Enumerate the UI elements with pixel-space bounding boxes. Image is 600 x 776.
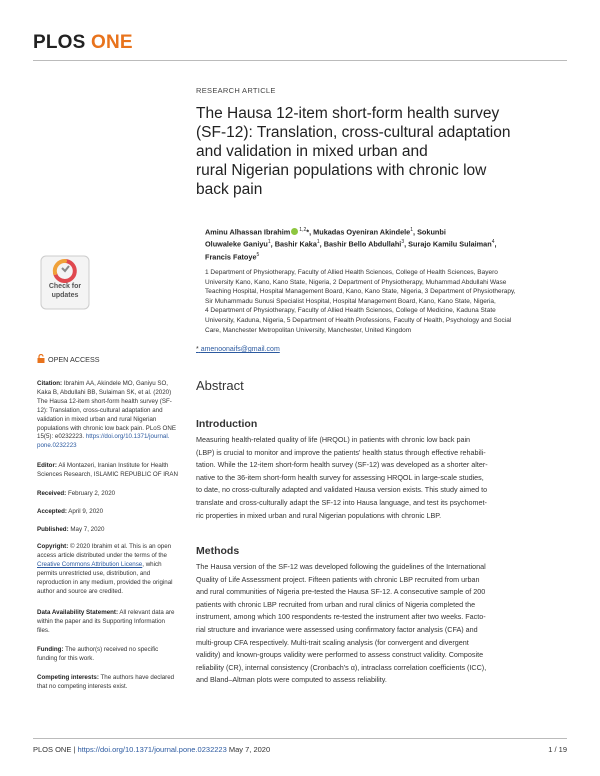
editor-line: Ali Montazeri, Iranian Institute for Health — [56, 462, 169, 469]
affiliation-line: 4 Department of Physiotherapy, Faculty of Allied Health Sciences, College of Medicine, Kaduna State — [205, 307, 496, 315]
competing-interests-block — [37, 674, 185, 692]
methods-line: reliability (CR), internal consistency (Cronbach's α), intraclass correlation coefficients (ICC), — [196, 662, 487, 672]
methods-heading: Methods — [196, 545, 240, 557]
title-line: back pain — [196, 181, 263, 198]
footer-doi-link[interactable]: https://doi.org/10.1371/journal.pone.0232223 — [77, 745, 227, 754]
badge-line: updates — [51, 291, 79, 299]
accepted-block — [37, 508, 185, 517]
affiliation-line: Teaching Hospital, Hospital Management Board, Kano, Kano State, Nigeria, 3 Department of Physiotherapy, — [205, 288, 516, 296]
published-date: May 7, 2020 — [68, 526, 105, 533]
article-type: RESEARCH ARTICLE — [196, 86, 276, 95]
editor-block — [37, 462, 185, 480]
citation-line: Ibrahim AA, Akindele MO, Ganiyu SO, — [62, 380, 169, 387]
author-name[interactable]: Sokunbi — [417, 227, 446, 237]
intro-line: ric properties in mixed urban and rural Nigerian populations with chronic LBP. — [196, 510, 442, 520]
author-name[interactable]: Mukadas Oyeniran Akindele — [313, 227, 411, 237]
citation-line: Kaka B, Abdullahi BB, Sulaiman SK, et al. (2020) — [37, 388, 172, 396]
title-line: rural Nigerian populations with chronic low — [196, 162, 487, 179]
badge-line: Check for — [48, 283, 82, 290]
citation-doi-link[interactable]: https://doi.org/10.1371/journal. — [85, 433, 170, 441]
copyright-line: © 2020 Ibrahim et al. This is an open — [68, 543, 172, 550]
author-name[interactable]: Surajo Kamilu Sulaiman — [408, 239, 492, 249]
author-affil-sup: 3 — [401, 239, 405, 246]
author-affil-sup: 1 — [267, 239, 271, 246]
author-affil-sup: 4 — [491, 239, 495, 246]
logo-one: ONE — [91, 32, 133, 53]
data-availability-line: files. — [37, 626, 50, 634]
open-access-label: OPEN ACCESS — [48, 355, 100, 364]
citation-line: 12): Translation, cross-cultural adaptation and — [37, 406, 163, 414]
methods-line: and rural communities of Nigeria pre-tested the Hausa SF-12. A consecutive sample of 200 — [196, 587, 486, 597]
affiliation-line: University Kano, Kano, Kano State, Nigeria, 2 Department of Physiotherapy, Muhammad Abdullahi Wase — [205, 278, 507, 286]
copyright-line: author and source are credited. — [37, 587, 123, 595]
funding-line: The author(s) received no specific — [63, 646, 159, 653]
author-name[interactable]: Aminu Alhassan Ibrahim — [205, 227, 291, 237]
affiliation-line: 1 Department of Physiotherapy, Faculty of Allied Health Sciences, College of Health Sciences, Bayero — [205, 269, 498, 276]
author-affil-sup: 1,2 — [299, 227, 307, 233]
intro-line: native to the 36-item short-form health survey for assessing HRQOL in large-scale studies, — [196, 472, 484, 482]
data-availability-label: Data Availability Statement: — [37, 609, 119, 616]
open-access — [37, 354, 100, 364]
competing-label: Competing interests: — [37, 674, 99, 681]
citation-block — [37, 380, 185, 451]
funding-line: funding for this work. — [37, 654, 95, 662]
copyright-line: access article distributed under the terms of the — [37, 551, 168, 559]
footer-journal: PLOS ONE | — [33, 745, 78, 754]
citation-label: Citation: — [37, 380, 63, 387]
affiliations — [205, 268, 567, 335]
received-date: February 2, 2020 — [66, 490, 116, 497]
intro-line: (LBP) is crucial to monitor and improve the patients' health status through effective rehabili- — [196, 447, 486, 457]
title-line: The Hausa 12-item short-form health survey — [196, 105, 500, 122]
copyright-block — [37, 543, 185, 596]
corresponding-mark: * — [306, 227, 310, 237]
license-link[interactable]: Creative Commons Attribution License — [37, 560, 143, 568]
funding-label: Funding: — [37, 646, 64, 653]
data-availability-line: within the paper and its Supporting Information — [37, 617, 165, 625]
footer — [33, 745, 270, 754]
methods-line: multi-group CFA respectively. Multi-trait scaling analysis (for convergent and divergent — [196, 637, 469, 647]
author-affil-sup: 1 — [316, 239, 320, 246]
methods-line: The Hausa version of the SF-12 was developed following the guidelines of the International — [196, 562, 486, 571]
introduction-text — [196, 434, 568, 522]
author-name[interactable]: Francis Fatoye — [205, 252, 257, 262]
author-affil-sup: 1 — [410, 227, 413, 233]
header-rule — [33, 60, 567, 61]
article-title — [196, 104, 576, 199]
methods-text — [196, 561, 568, 687]
page-number: 1 / 19 — [548, 745, 567, 754]
published-label: Published: — [37, 526, 69, 533]
copyright-label: Copyright: — [37, 543, 69, 550]
copyright-line: , which — [142, 560, 162, 568]
competing-line: The authors have declared — [98, 674, 175, 681]
citation-line: validation in mixed urban and rural Nigerian — [37, 415, 157, 423]
affiliation-line: Care, Manchester Metropolitan University, Manchester, United Kingdom — [205, 326, 412, 334]
citation-doi-link-cont[interactable]: pone.0232223 — [37, 442, 77, 450]
accepted-date: April 9, 2020 — [66, 508, 104, 515]
citation-line: 15(5): e0232223. — [37, 433, 86, 441]
open-lock-icon — [37, 354, 45, 363]
title-line: and validation in mixed urban and — [196, 143, 428, 160]
funding-block — [37, 646, 185, 664]
journal-logo[interactable] — [33, 32, 133, 54]
email-address[interactable]: amenoonaifs@gmail.com — [200, 346, 280, 353]
author-list: Aminu Alhassan Ibrahim $^{1,2}$*, Mukadas Oyeniran Akindele$^1$, Sokunbi Oluwaleke Ganiyu$^1$, Bashir Kaka$^1$, Bashir Bello Abdullahi$^3$, Surajo Kamilu Sulaiman$^4$, Francis Fatoye$^5$ — [205, 227, 497, 262]
logo-plos: PLOS — [33, 32, 86, 53]
check-for-updates-label[interactable] — [35, 283, 95, 300]
received-block — [37, 490, 185, 499]
footer-date: May 7, 2020 — [226, 745, 271, 754]
methods-line: validity) and known-groups validity were performed to assess construct validity. Composite — [196, 650, 484, 660]
copyright-line: permits unrestricted use, distribution, and — [37, 569, 151, 577]
published-block — [37, 526, 185, 535]
data-availability-block — [37, 609, 185, 636]
methods-line: rial structure and invariance were assessed using confirmatory factor analysis (CFA) and — [196, 624, 478, 634]
intro-line: tation. While the 12-item short-form health survey (SF-12) was developed as a shorter alter- — [196, 460, 488, 470]
competing-line: that no competing interests exist. — [37, 682, 128, 690]
affiliation-line: Sir Muhammadu Sunusi Specialist Hospital, Hospital Management Board, Kano, Kano State, Nigeria, — [205, 297, 496, 305]
email-mark: * — [196, 346, 199, 353]
editor-line: Sciences Research, ISLAMIC REPUBLIC OF IRAN — [37, 470, 178, 478]
methods-line: patients with chronic LBP recruited from urban and rural clinics of Nigeria completed the — [196, 599, 476, 609]
accepted-label: Accepted: — [37, 508, 67, 515]
orcid-icon[interactable] — [291, 228, 298, 235]
citation-line: populations with chronic low back pain. PLoS ONE — [37, 424, 176, 432]
intro-line: Measuring health-related quality of life (HRQOL) in patients with chronic low back pain — [196, 435, 471, 444]
intro-line: to date, no cross-culturally adapted and validated Hausa version exists. This study aimed to — [196, 485, 488, 495]
methods-line: and Bland–Altman plots were computed to assess reliability. — [196, 675, 387, 685]
introduction-heading: Introduction — [196, 418, 258, 430]
affiliation-line: University, Kaduna, Nigeria, 5 Department of Health Professions, Faculty of Health, Psychology and Social — [205, 316, 512, 324]
intro-line: translate and cross-culturally adapt the SF-12 into Hausa language, and test its psychomet- — [196, 497, 487, 507]
methods-line: instrument, among which 100 respondents re-tested the instrument after two weeks. Facto- — [196, 612, 486, 622]
copyright-line: reproduction in any medium, provided the original — [37, 578, 173, 586]
author-name[interactable]: Oluwaleke Ganiyu — [205, 239, 268, 249]
author-name[interactable]: Bashir Bello Abdullahi — [323, 239, 402, 249]
citation-line: The Hausa 12-item short-form health survey (SF- — [37, 397, 172, 405]
received-label: Received: — [37, 490, 67, 497]
abstract-heading: Abstract — [196, 378, 244, 393]
methods-line: Quality of Life Assessment project. Fifteen patients with chronic LBP recruited from urban — [196, 574, 480, 584]
corresponding-email[interactable] — [196, 346, 280, 353]
editor-label: Editor: — [37, 462, 57, 469]
author-affil-sup: 5 — [256, 251, 260, 258]
author-name[interactable]: Bashir Kaka — [274, 239, 317, 249]
footer-rule — [33, 738, 567, 739]
title-line: (SF-12): Translation, cross-cultural adaptation — [196, 124, 511, 141]
data-availability-line: All relevant data are — [118, 609, 175, 616]
